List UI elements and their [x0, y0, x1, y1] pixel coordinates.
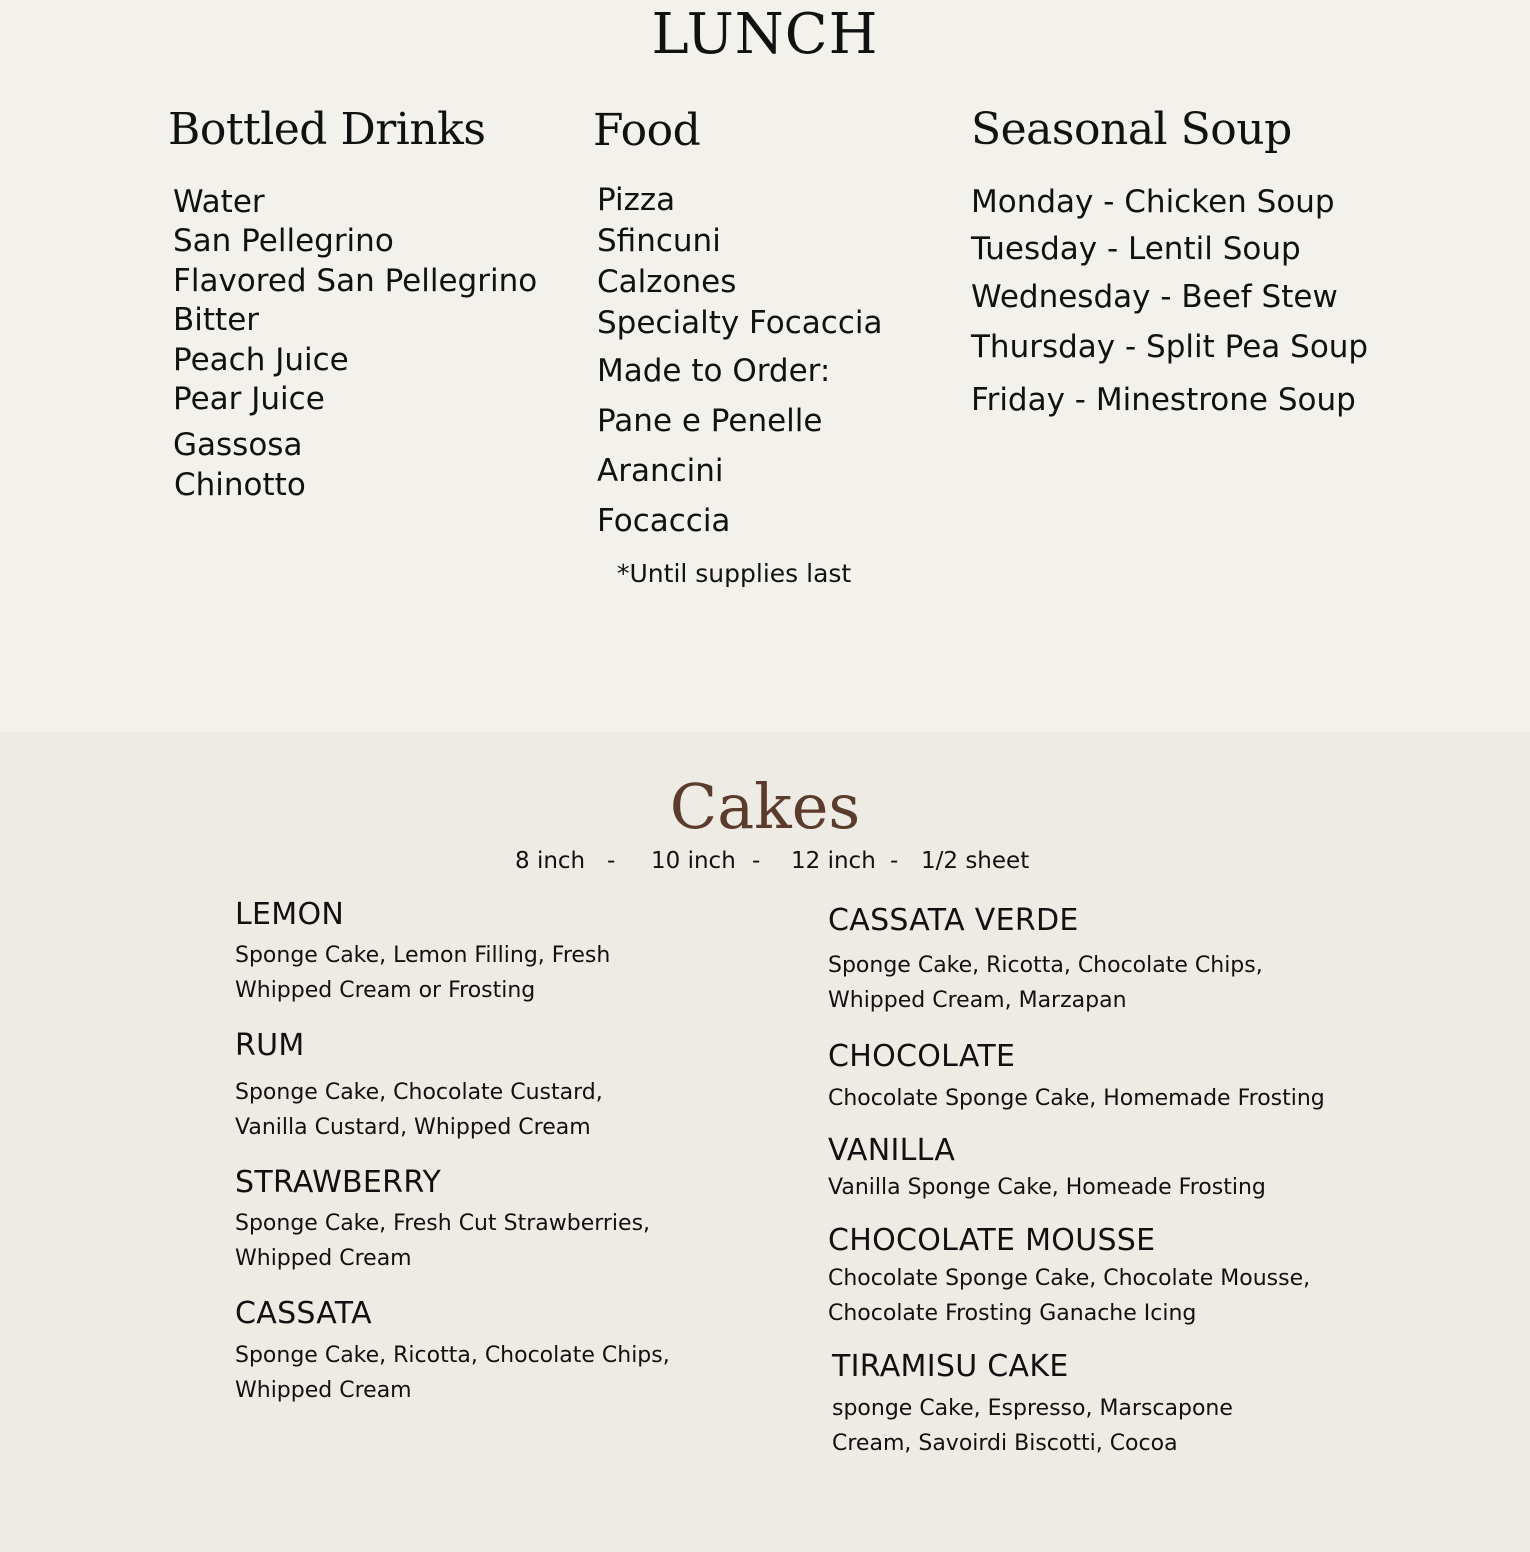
size-half-sheet: 1/2 sheet: [921, 848, 1030, 874]
cake-description-line: Chocolate Frosting Ganache Icing: [828, 1301, 1197, 1326]
soup-item: Wednesday - Beef Stew: [971, 279, 1338, 315]
drink-item: Flavored San Pellegrino: [173, 263, 538, 299]
cake-description: [828, 1261, 1310, 1331]
size-8-inch: 8 inch: [515, 848, 586, 874]
size-separator: -: [607, 848, 616, 874]
cake-name: CHOCOLATE MOUSSE: [828, 1223, 1156, 1258]
food-item: Calzones: [597, 264, 737, 300]
supplies-note: *Until supplies last: [617, 559, 852, 588]
lunch-title: LUNCH: [651, 2, 879, 67]
drink-item: San Pellegrino: [173, 223, 394, 259]
cakes-title: Cakes: [669, 770, 861, 843]
cake-name: VANILLA: [828, 1133, 956, 1168]
cake-description-line: Sponge Cake, Ricotta, Chocolate Chips,: [235, 1343, 670, 1368]
drink-item: Water: [173, 184, 265, 220]
cake-description: [828, 1081, 1325, 1116]
cake-description: [235, 1338, 670, 1408]
cake-description-line: Vanilla Sponge Cake, Homeade Frosting: [828, 1175, 1266, 1200]
size-12-inch: 12 inch: [791, 848, 876, 874]
cake-description: [235, 938, 610, 1008]
soup-item: Friday - Minestrone Soup: [971, 382, 1356, 418]
cake-description: [828, 1170, 1266, 1205]
cake-description-line: Whipped Cream, Marzapan: [828, 988, 1127, 1013]
drink-item: Peach Juice: [173, 342, 349, 378]
cake-description-line: Chocolate Sponge Cake, Homemade Frosting: [828, 1086, 1325, 1111]
cake-description-line: Whipped Cream: [235, 1246, 412, 1271]
cake-name: CASSATA: [235, 1296, 372, 1331]
food-item: Pane e Penelle: [597, 403, 823, 439]
cake-description: [828, 948, 1263, 1018]
cake-name: LEMON: [235, 897, 345, 932]
drink-item: Pear Juice: [173, 381, 325, 417]
cake-description-line: Vanilla Custard, Whipped Cream: [235, 1115, 591, 1140]
size-separator: -: [752, 848, 761, 874]
food-item: Made to Order:: [597, 353, 831, 389]
food-item: Arancini: [597, 453, 724, 489]
food-item: Pizza: [597, 182, 676, 218]
cake-name: CHOCOLATE: [828, 1039, 1016, 1074]
cake-description-line: Sponge Cake, Chocolate Custard,: [235, 1080, 603, 1105]
drink-item: Bitter: [173, 302, 260, 338]
food-item: Focaccia: [597, 503, 731, 539]
cake-name: STRAWBERRY: [235, 1165, 442, 1200]
cake-description-line: Sponge Cake, Ricotta, Chocolate Chips,: [828, 953, 1263, 978]
cakes-section: [0, 732, 1530, 1552]
bottled-drinks-heading: Bottled Drinks: [168, 104, 486, 155]
cake-description-line: Cream, Savoirdi Biscotti, Cocoa: [832, 1431, 1178, 1456]
cake-description-line: Whipped Cream: [235, 1378, 412, 1403]
food-item: Sfincuni: [597, 223, 721, 259]
cake-description-line: Chocolate Sponge Cake, Chocolate Mousse,: [828, 1266, 1311, 1291]
cake-description-line: Sponge Cake, Lemon Filling, Fresh: [235, 943, 611, 968]
cake-description-line: Whipped Cream or Frosting: [235, 978, 536, 1003]
cake-description-line: Sponge Cake, Fresh Cut Strawberries,: [235, 1211, 651, 1236]
soup-item: Thursday - Split Pea Soup: [971, 329, 1369, 365]
cake-name: CASSATA VERDE: [828, 903, 1079, 938]
food-heading: Food: [593, 105, 701, 156]
seasonal-soup-heading: Seasonal Soup: [971, 104, 1292, 155]
soup-item: Tuesday - Lentil Soup: [971, 231, 1301, 267]
cake-name: TIRAMISU CAKE: [832, 1349, 1069, 1384]
cake-description: [832, 1391, 1233, 1461]
cake-description: [235, 1075, 603, 1145]
food-item: Specialty Focaccia: [597, 305, 883, 341]
drink-item: Gassosa: [173, 427, 303, 463]
cake-name: RUM: [235, 1028, 305, 1063]
lunch-section: [0, 0, 1530, 732]
size-separator: -: [890, 848, 899, 874]
cake-description-line: sponge Cake, Espresso, Marscapone: [832, 1396, 1233, 1421]
drink-item: Chinotto: [174, 467, 306, 503]
cake-description: [235, 1206, 650, 1276]
soup-item: Monday - Chicken Soup: [971, 184, 1335, 220]
size-10-inch: 10 inch: [651, 848, 736, 874]
